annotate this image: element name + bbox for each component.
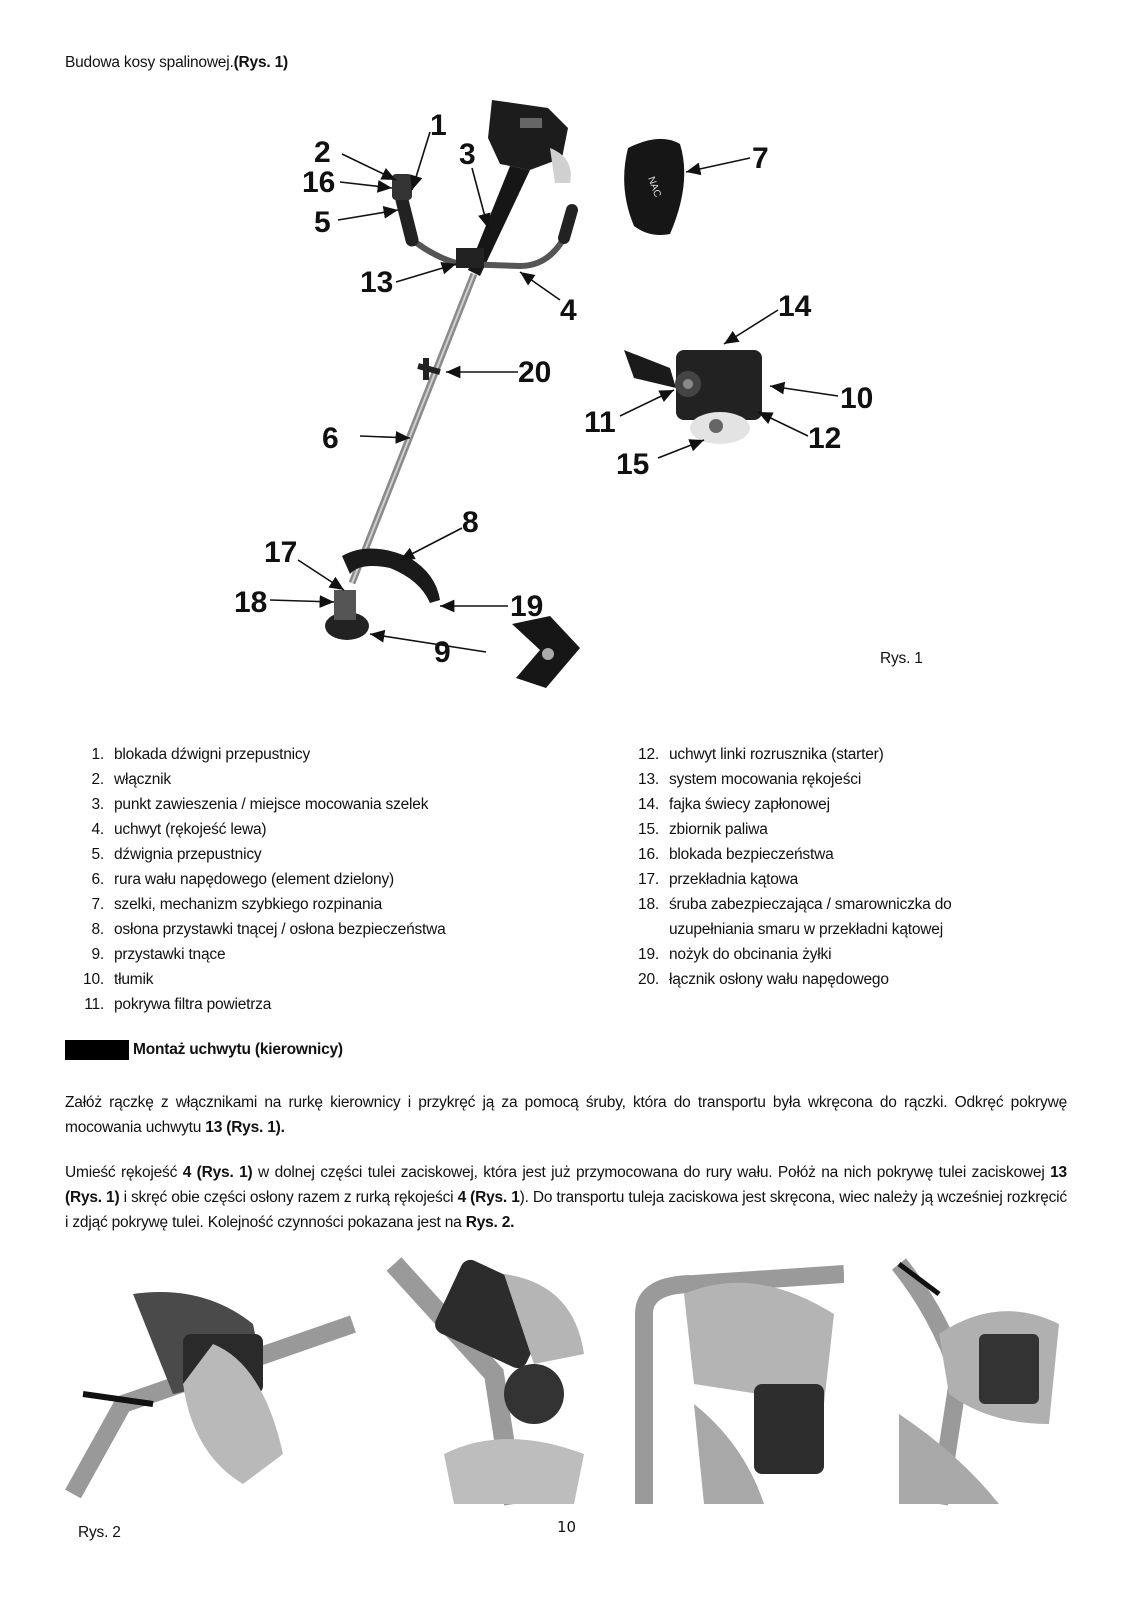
legend-item: 11. pokrywa filtra powietrza	[84, 996, 272, 1013]
legend-item: 13. system mocowania rękojeści	[638, 771, 862, 788]
legend-item: 15. zbiornik paliwa	[638, 821, 768, 838]
callout-13: 13	[360, 266, 394, 299]
legend-item: 14. fajka świecy zapłonowej	[638, 796, 830, 813]
legend-item: 18. śruba zabezpieczająca / smarowniczka do	[638, 896, 952, 913]
callout-14: 14	[778, 290, 812, 323]
callout-7: 7	[752, 142, 769, 175]
heading-ref: (Rys. 1)	[233, 54, 288, 71]
paragraph-1: Załóż rączkę z włącznikami na rurkę kierownicy i przykręć ją za pomocą śruby, która do transportu była wkręcona do rączki. Odkręć pokrywę mocowania uchwytu 13 (Rys. 1).	[65, 1094, 1067, 1136]
callout-6: 6	[322, 422, 339, 455]
brush-cutter-diagram	[230, 88, 950, 708]
legend-left	[72, 742, 446, 1017]
legend-item: 20. łącznik osłony wału napędowego	[638, 971, 889, 988]
legend-item: 3. punkt zawieszenia / miejsce mocowania szelek	[91, 796, 429, 813]
callout-20: 20	[518, 356, 552, 389]
legend-item: 16. blokada bezpieczeństwa	[638, 846, 834, 863]
page-number: 10	[557, 1518, 577, 1536]
legend-item-continuation: uzupełniania smaru w przekładni kątowej	[669, 921, 943, 938]
callout-12: 12	[808, 422, 842, 455]
assembly-photo-1	[63, 1254, 357, 1509]
legend-item: 8. osłona przystawki tnącej / osłona bezpieczeństwa	[91, 921, 446, 938]
paragraph-2: Umieść rękojeść 4 (Rys. 1) w dolnej części tulei zaciskowej, która jest już przymocowana do rury wału. Połóż na nich pokrywę tulei zaciskowej 13 (Rys. 1) i skręć obie części osłony razem z rurką rękojeści 4 (Rys. 1). Do transportu tuleja zaciskowa jest skręcona, wiec należy ją wcześniej rozkręcić i zdjąć pokrywę tulei. Kolejność czynności pokazana jest na Rys. 2.	[65, 1164, 1067, 1231]
legend-item: 6. rura wału napędowego (element dzielony)	[91, 871, 394, 888]
legend-item: 4. uchwyt (rękojeść lewa)	[91, 821, 267, 838]
callout-19: 19	[510, 590, 544, 623]
legend-item: 19. nożyk do obcinania żyłki	[638, 946, 832, 963]
assembly-photo-4	[879, 1254, 1069, 1509]
legend-item: 17. przekładnia kątowa	[638, 871, 799, 888]
legend-item: 1. blokada dźwigni przepustnicy	[91, 746, 311, 763]
callout-3: 3	[459, 138, 476, 171]
legend-item: 2. włącznik	[91, 771, 171, 788]
legend-right	[627, 742, 952, 992]
blade-image	[512, 616, 580, 688]
legend-item: 12. uchwyt linki rozrusznika (starter)	[638, 746, 884, 763]
callout-5: 5	[314, 206, 331, 239]
figure-heading	[65, 54, 288, 72]
callout-15: 15	[616, 448, 650, 481]
figure2-caption: Rys. 2	[78, 1524, 121, 1541]
callout-18: 18	[234, 586, 268, 619]
callout-17: 17	[264, 536, 298, 569]
callout-2: 2	[314, 136, 331, 169]
legend-item: 5. dźwignia przepustnicy	[91, 846, 262, 863]
callout-11: 11	[584, 406, 616, 439]
figure1-caption: Rys. 1	[880, 650, 923, 667]
harness-logo: NAC	[645, 175, 663, 199]
assembly-photo-3	[634, 1254, 844, 1509]
assembly-photo-2	[384, 1254, 598, 1509]
callout-10: 10	[840, 382, 874, 415]
legend-item: 10. tłumik	[83, 971, 154, 988]
callout-4: 4	[560, 294, 577, 327]
legend-item: 9. przystawki tnące	[91, 946, 226, 963]
callout-9: 9	[434, 636, 451, 669]
callout-1: 1	[430, 109, 447, 142]
callout-8: 8	[462, 506, 479, 539]
engine-detail-image	[624, 350, 762, 444]
callout-16: 16	[302, 166, 336, 199]
section-title: Montaż uchwytu (kierownicy)	[133, 1041, 343, 1058]
heading-text: Budowa kosy spalinowej.	[65, 54, 234, 71]
section-marker-block	[65, 1040, 129, 1060]
legend-item: 7. szelki, mechanizm szybkiego rozpinania	[91, 896, 383, 913]
